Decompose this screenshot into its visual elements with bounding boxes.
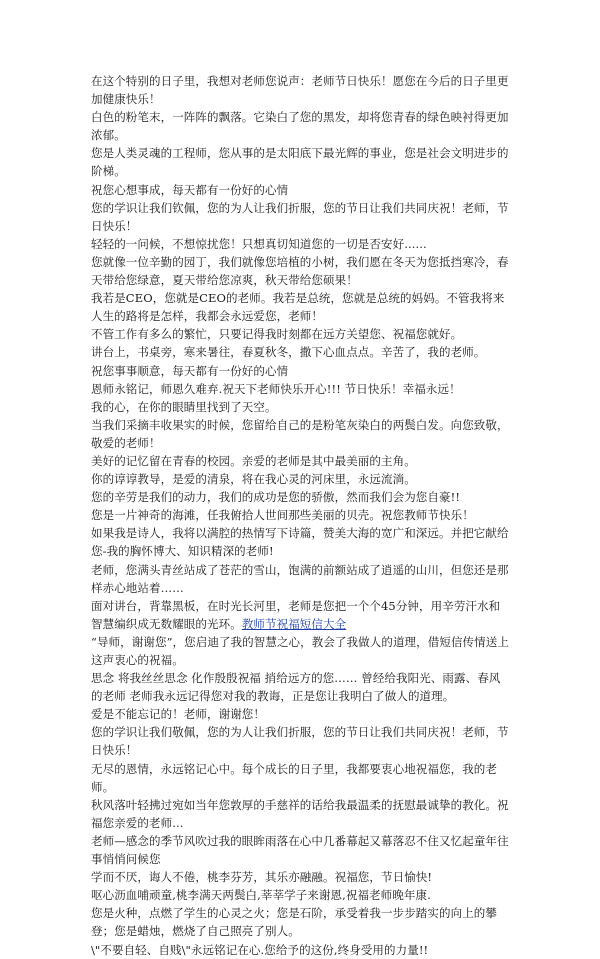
paragraph-21: [91, 597, 509, 633]
paragraph-22: “导师，谢谢您”，您启迪了我的智慧之心，教会了我做人的道理，借短信传情送上这声衷心的祝福。: [91, 634, 509, 667]
paragraph-23: 思念 将我丝丝思念 化作殷殷祝福 捎给远方的您…… 曾经给我阳光、雨露、春风的老师 老师我永远记得您对我的教诲，正是您让我明白了做人的道理。: [91, 671, 501, 704]
paragraph-4: 祝您心想事成，每天都有一份好的心情: [91, 182, 289, 197]
paragraph-7: 您就像一位辛勤的园丁，我们就像您培植的小树，我们愿在冬天为您抵挡寒冷，春天带给您绿意，夏天带给您凉爽，秋天带给您硕果！: [91, 254, 509, 288]
paragraph-1: 在这个特别的日子里，我想对老师您说声：老师节日快乐！愿您在今后的日子里更加健康快乐！: [91, 74, 509, 107]
paragraph-25: 您的学识让我们敬佩，您的为人让我们折服，您的节日让我们共同庆祝！老师，节日快乐！: [91, 725, 509, 758]
paragraph-10: 讲台上，书桌旁，寒来暑往，春夏秋冬，撒下心血点点。辛苦了，我的老师。: [91, 345, 486, 360]
paragraph-18: 您是一片神奇的海滩，任我俯拾人世间那些美丽的贝壳。祝您教师节快乐！: [91, 508, 474, 523]
paragraph-31: 您是火种，点燃了学生的心灵之火；您是石阶，承受着我一步步踏实的向上的攀登；您是蜡烛，燃烧了自己照亮了别人。: [91, 906, 497, 939]
paragraph-14: 当我们采摘丰收果实的时候，您留给自己的是粉笔灰染白的两鬓白发。向您致敬，敬爱的老师！: [91, 417, 509, 450]
paragraph-19: 如果我是诗人，我将以满腔的热情写下诗篇，赞美大海的宽广和深远。并把它献给您-我的胸怀博大、知识精深的老师!: [91, 526, 509, 559]
paragraph-3: 您是人类灵魂的工程师，您从事的是太阳底下最光辉的事业，您是社会文明进步的阶梯。: [91, 146, 509, 179]
paragraph-21-text: 面对讲台，背靠黑板，在时光长河里，老师是您把一个个45分钟，用辛劳汗水和智慧编织成无数耀眼的光环。: [91, 598, 501, 631]
paragraph-2: 白色的粉笔末，一阵阵的飘落。它染白了您的黑发，却将您青春的绿色映衬得更加浓郁。: [91, 110, 509, 143]
paragraph-17: 您的辛劳是我们的动力，我们的成功是您的骄傲，然而我们会为您自豪!!: [91, 490, 461, 505]
paragraph-24: 爱是不能忘记的！老师，谢谢您！: [91, 707, 265, 722]
paragraph-26: 无尽的恩情，永远铭记心中。每个成长的日子里，我都要衷心地祝福您，我的老师。: [91, 761, 497, 794]
paragraph-8: 我若是CEO，您就是CEO的老师。我若是总统，您就是总统的妈妈。不管我将来人生的路将是怎样，我都会永远爱您，老师！: [91, 291, 505, 324]
paragraph-27: 秋风落叶轻拂过宛如当年您敦厚的手慈祥的话给我最温柔的抚慰最诚挚的教化。祝福您亲爱的老师...: [91, 797, 509, 830]
paragraph-9: 不管工作有多么的繁忙，只要记得我时刻都在远方关望您、祝福您就好。: [91, 327, 463, 342]
paragraph-16: 你的谆谆教导，是爱的清泉，将在我心灵的河床里，永远流淌。: [91, 472, 416, 487]
paragraph-15: 美好的记忆留在青春的校园。亲爱的老师是其中最美丽的主角。: [91, 453, 416, 468]
paragraph-12: 恩师永铭记，师恩久难弃.祝天下老师快乐开心!!! 节日快乐！幸福永远！: [91, 381, 461, 396]
paragraph-29: 学而不厌，诲人不倦，桃李芬芳，其乐亦融融。祝福您，节日愉快!: [91, 870, 433, 885]
sms-collection-link[interactable]: 教师节祝福短信大全: [241, 616, 347, 631]
paragraph-11: 祝您事事顺意，每天都有一份好的心情: [91, 363, 289, 378]
paragraph-13: 我的心，在你的眼睛里找到了天空。: [91, 399, 277, 414]
paragraph-28: 老师—感念的季节风吹过我的眼眸雨落在心中几番幕起又幕落忍不住又忆起童年往事悄悄问候您: [91, 833, 509, 867]
paragraph-20: 老师，您满头青丝站成了苍茫的雪山，饱满的前额站成了逍遥的山川，但您还是那样赤心地站着……: [91, 562, 509, 595]
paragraph-5: 您的学识让我们钦佩，您的为人让我们折服，您的节日让我们共同庆祝！老师，节日快乐！: [91, 200, 509, 233]
paragraph-6: 轻轻的一问候，不想惊扰您！只想真切知道您的一切是否安好......: [91, 236, 427, 251]
document-body: [91, 72, 509, 959]
paragraph-32: \"不要自轻、自贱\"永远铭记在心.您给予的这份,终身受用的力量!!: [91, 942, 429, 957]
paragraph-30: 呕心沥血哺顽童,桃李满天两鬓白,莘莘学子来谢恩,祝福老师晚年康.: [91, 888, 431, 903]
